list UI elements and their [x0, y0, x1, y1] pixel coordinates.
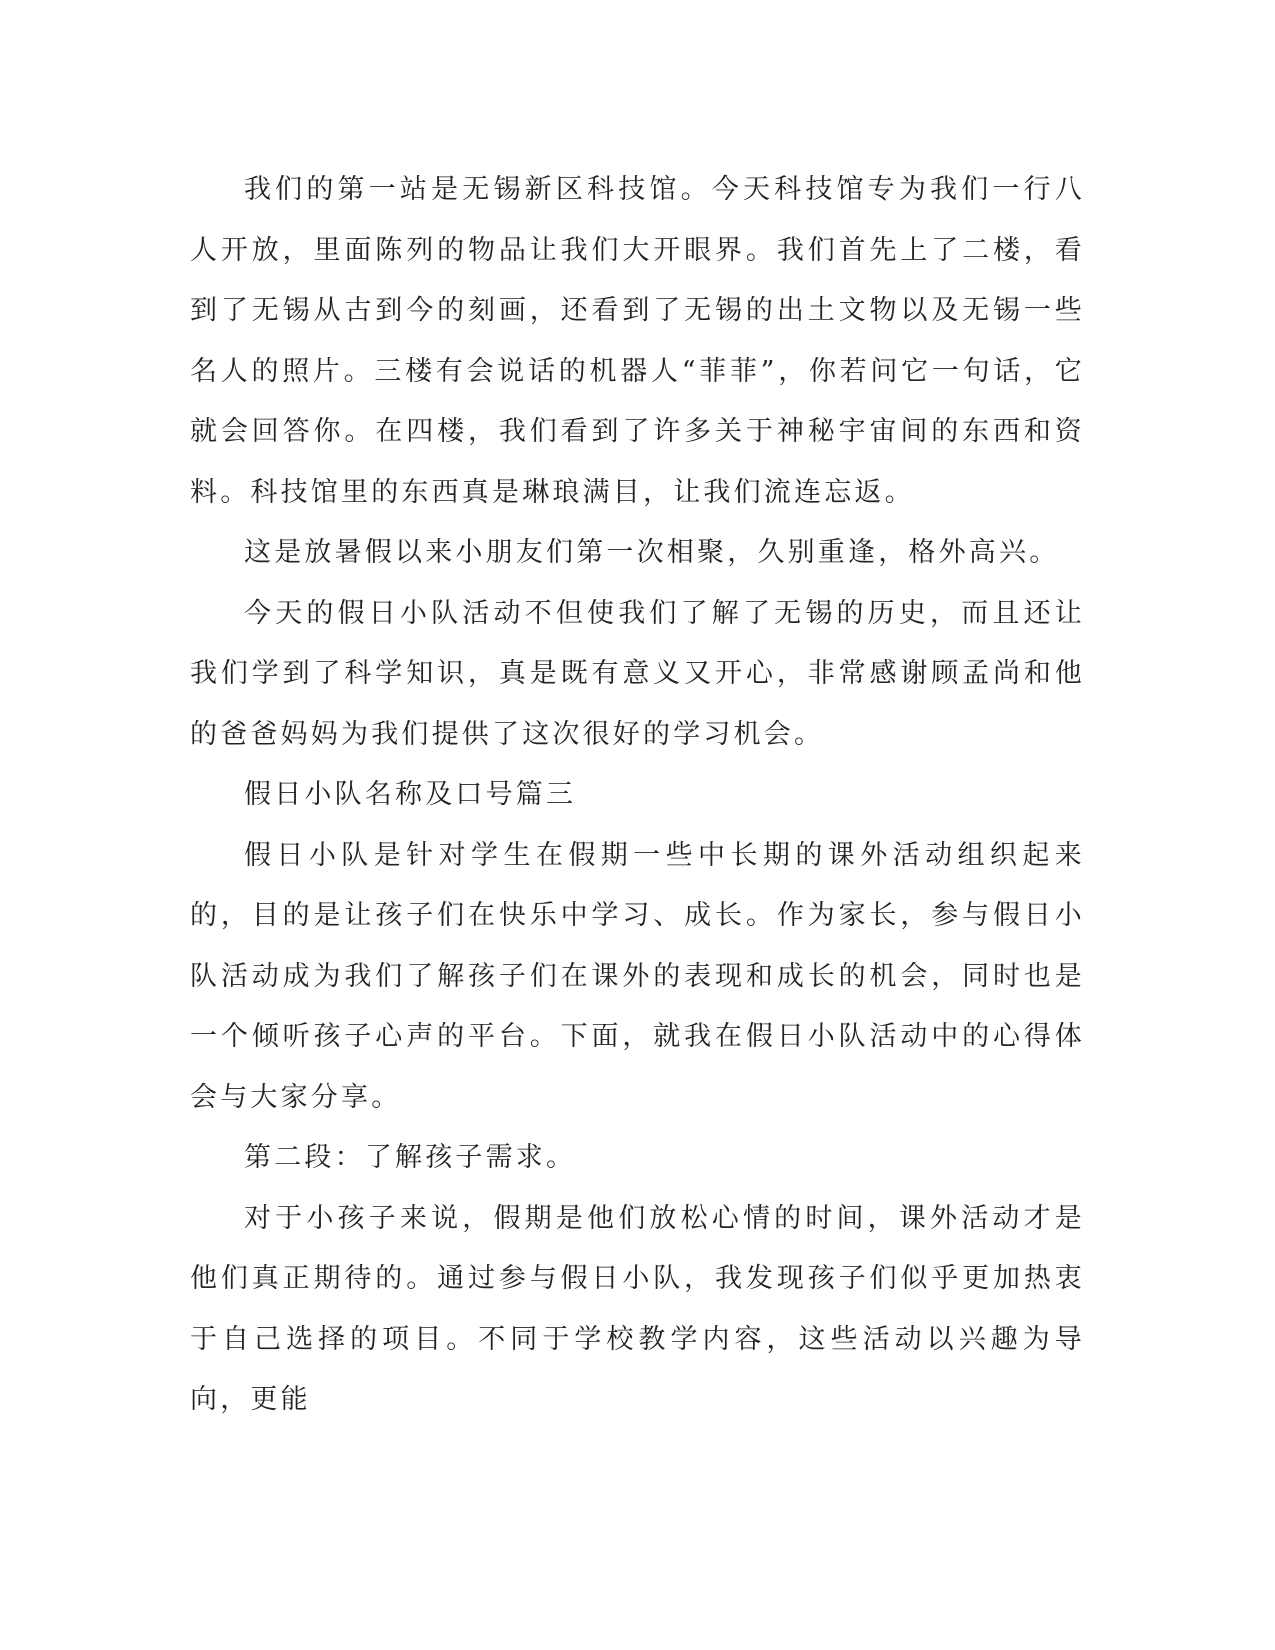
section-subheading: 第二段：了解孩子需求。 — [244, 1142, 577, 1173]
paragraph-science-museum: 我们的第一站是无锡新区科技馆。今天科技馆专为我们一行八人开放，里面陈列的物品让我们大开眼界。我们首先上了二楼，看到了无锡从古到今的刻画，还看到了无锡的出土文物以及无锡一些名人的照片。三楼有会说话的机器人“菲菲”，你若问它一句话，它就会回答你。在四楼，我们看到了许多关于神秘宇宙间的东西和资料。科技馆里的东西真是琳琅满目，让我们流连忘返。 — [190, 174, 1085, 508]
paragraph-child-needs: 对于小孩子来说，假期是他们放松心情的时间，课外活动才是他们真正期待的。通过参与假日小队，我发现孩子们似乎更加热衷于自己选择的项目。不同于学校教学内容，这些活动以兴趣为导向，更能 — [190, 1202, 1085, 1415]
section-heading: 假日小队名称及口号篇三 — [244, 779, 577, 810]
paragraph-activity-summary: 今天的假日小队活动不但使我们了解了无锡的历史，而且还让我们学到了科学知识，真是既有意义又开心，非常感谢顾孟尚和他的爸爸妈妈为我们提供了这次很好的学习机会。 — [190, 597, 1085, 750]
document-body — [190, 160, 1085, 1431]
paragraph-introduction: 假日小队是针对学生在假期一些中长期的课外活动组织起来的，目的是让孩子们在快乐中学习、成长。作为家长，参与假日小队活动成为我们了解孩子们在课外的表现和成长的机会，同时也是一个倾听孩子心声的平台。下面，就我在假日小队活动中的心得体会与大家分享。 — [190, 839, 1085, 1113]
paragraph-reunion: 这是放暑假以来小朋友们第一次相聚，久别重逢，格外高兴。 — [244, 537, 1060, 568]
